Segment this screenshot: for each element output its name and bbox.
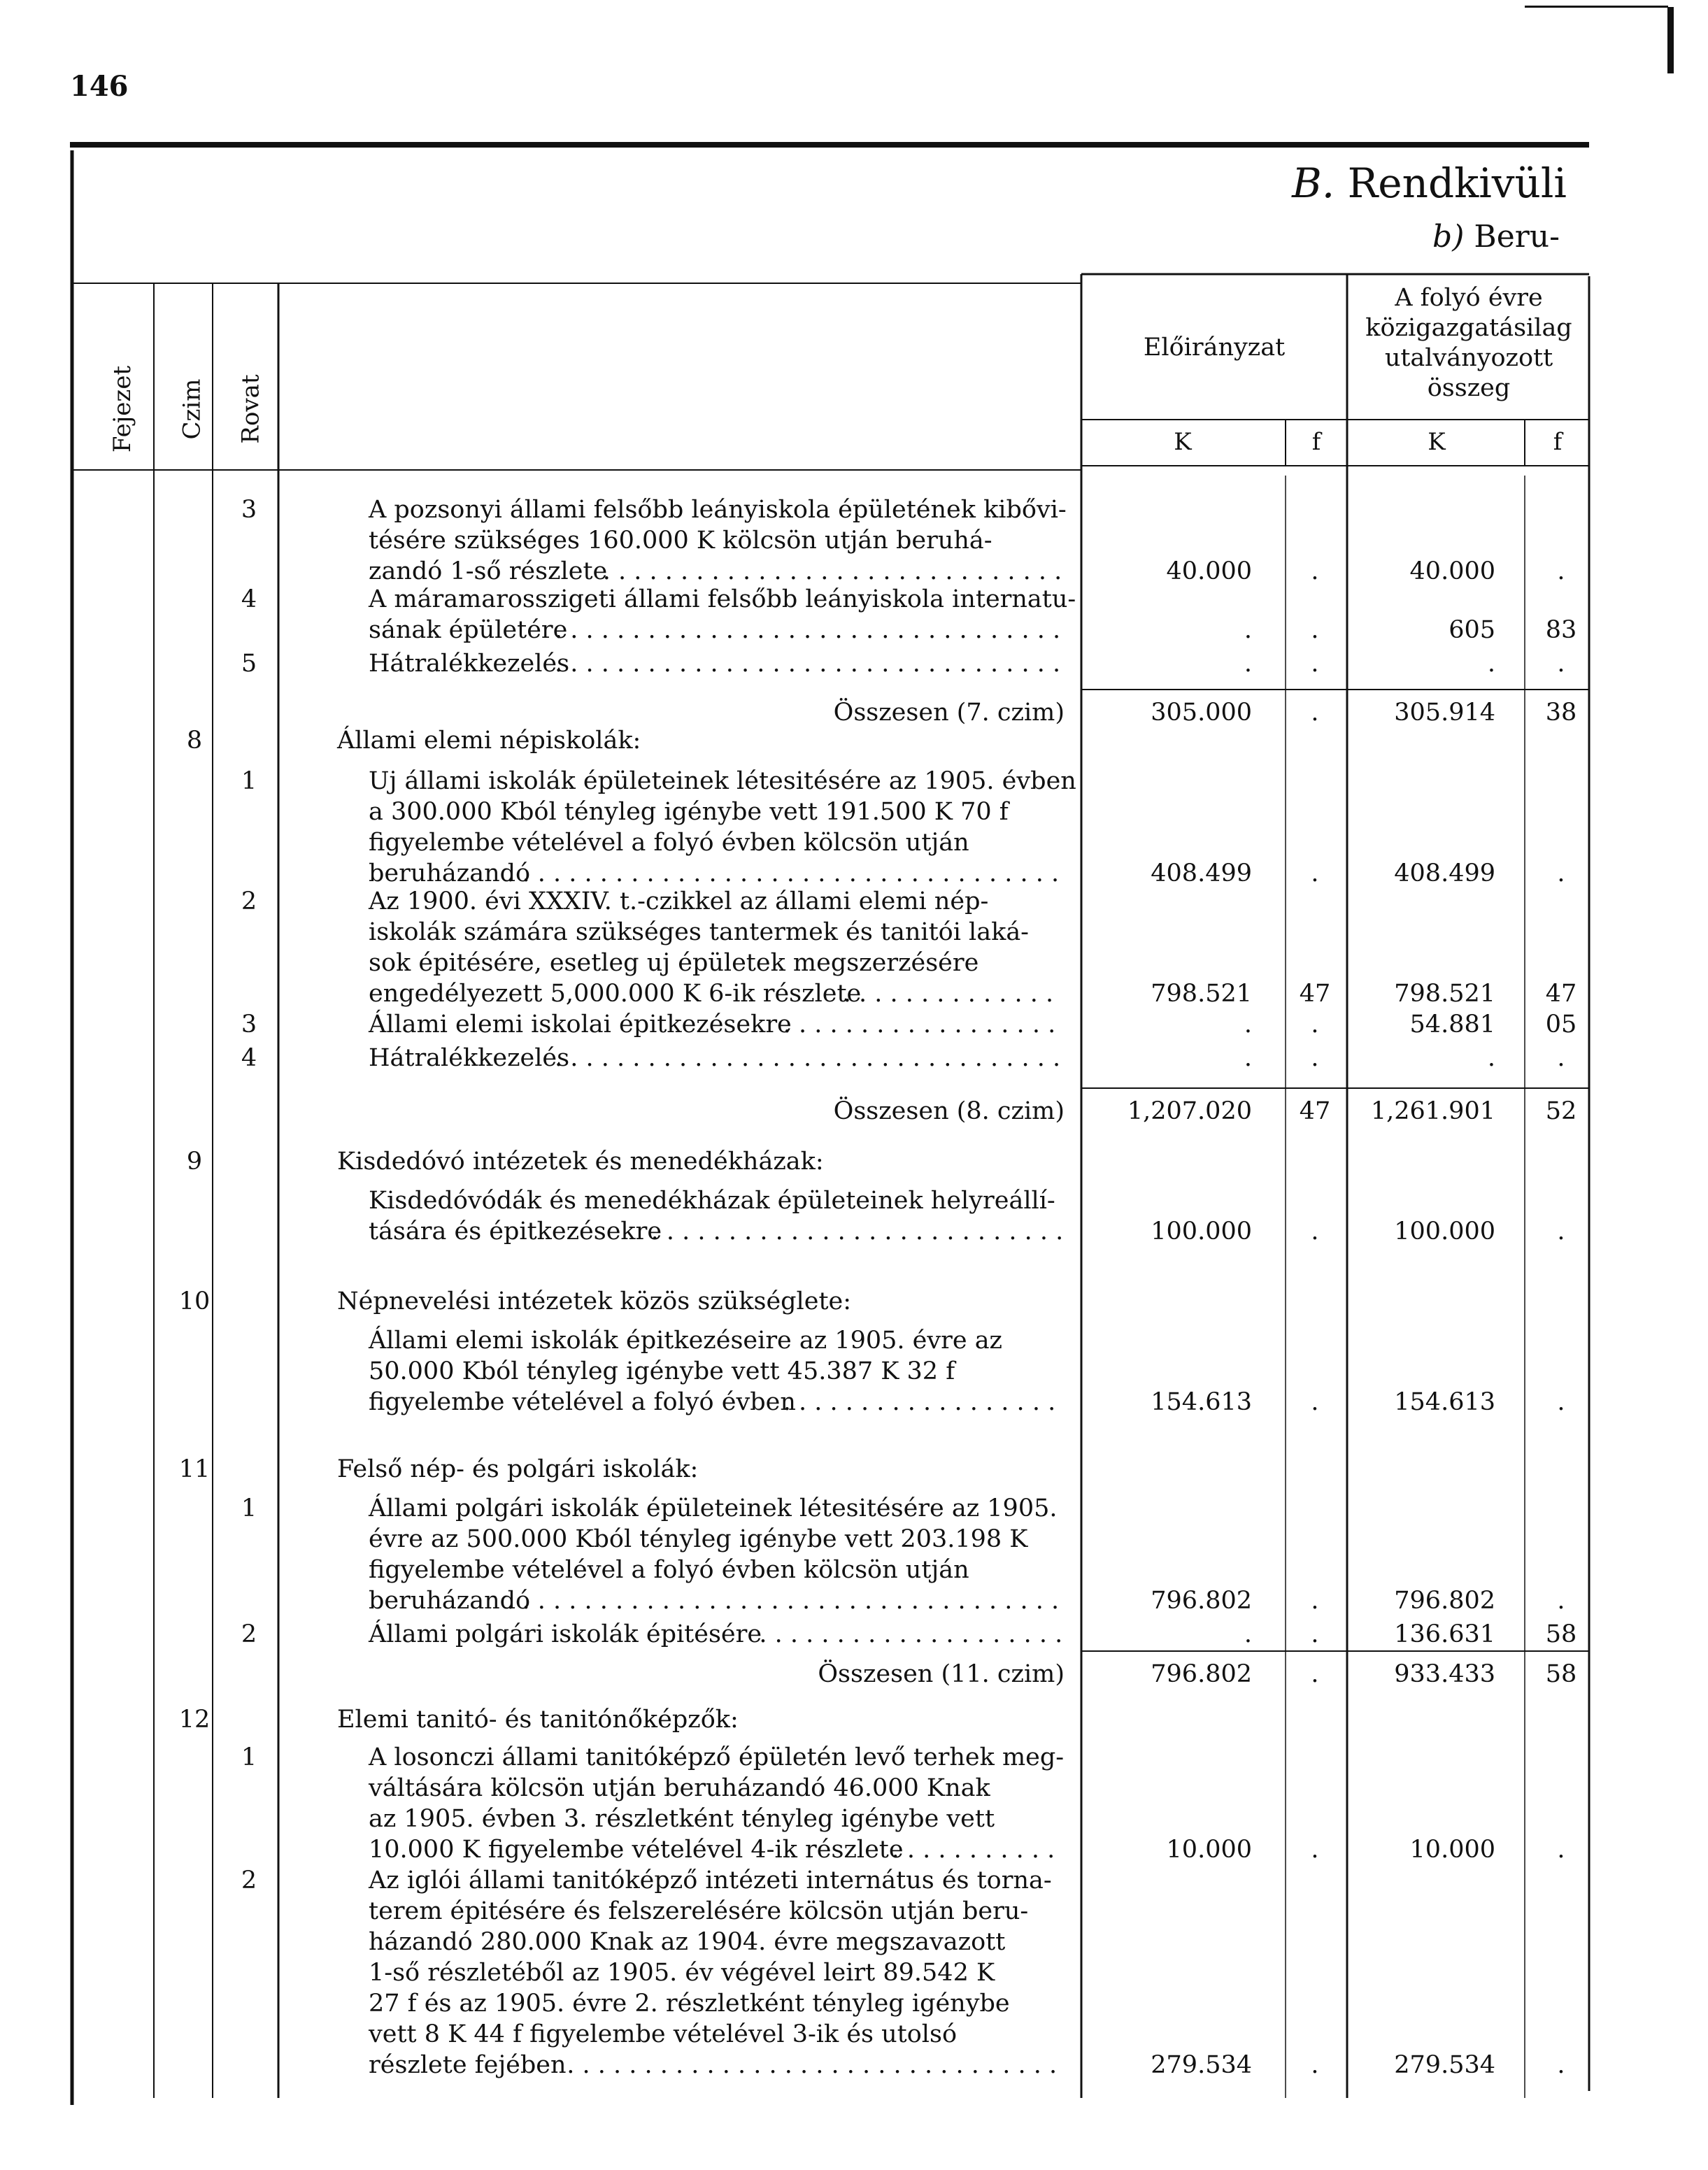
rovat-number: 2 — [241, 1866, 257, 1894]
total-label: Összesen (8. czim) — [833, 1097, 1065, 1125]
item-text-line: házandó 280.000 Knak az 1904. évre megszavazott — [369, 1928, 1006, 1956]
utalvanyozott-filler: . — [1557, 1044, 1565, 1072]
dot-leader: . . . . . . . . . . . . . . . . . . . . . . . . . . . . . . . . — [567, 2051, 1058, 2079]
header-line: összeg — [1427, 374, 1511, 402]
utalvanyozott-filler: 83 — [1545, 616, 1577, 644]
utalvanyozott-filler: 38 — [1545, 699, 1577, 727]
eloiranyzat-filler: . — [1311, 2051, 1319, 2079]
item-text-line: figyelembe vételével a folyó évben kölcsön utján — [369, 1556, 969, 1584]
item-text-line: zandó 1-ső részlete — [369, 557, 608, 585]
eloiranyzat-korona: 40.000 — [1166, 557, 1252, 585]
item-text-line: iskolák számára szükséges tantermek és tanitói laká- — [369, 918, 1030, 946]
utalvanyozott-filler: . — [1557, 557, 1565, 585]
eloiranyzat-korona: . — [1244, 1011, 1252, 1038]
item-text-line: sok épitésére, esetleg uj épületek megszerzésére — [369, 949, 979, 977]
dot-leader: . . . . . . . . . . . . . . . . . . — [783, 1388, 1056, 1416]
total-label: Összesen (7. czim) — [833, 699, 1065, 727]
header-line: közigazgatásilag — [1365, 314, 1572, 342]
eloiranyzat-korona: . — [1244, 616, 1252, 644]
item-text-line: tésére szükséges 160.000 K kölcsön utján beruhá- — [369, 527, 992, 555]
eloiranyzat-filler: 47 — [1299, 980, 1331, 1008]
total-label: Összesen (11. czim) — [818, 1660, 1065, 1688]
utalvanyozott-filler: 58 — [1545, 1660, 1577, 1688]
item-text-line: sának épületére — [369, 616, 568, 644]
czim-number: 10 — [178, 1287, 211, 1315]
utalvanyozott-filler: . — [1557, 1218, 1565, 1245]
eloiranyzat-filler: . — [1311, 859, 1319, 887]
utalvanyozott-filler: . — [1557, 1388, 1565, 1416]
utalvanyozott-filler: 58 — [1545, 1620, 1577, 1648]
rovat-number: 1 — [241, 1743, 257, 1771]
czim-number: 8 — [186, 727, 203, 755]
item-text-line: Állami polgári iskolák épületeinek létesitésére az 1905. — [369, 1494, 1058, 1522]
rovat-number: 4 — [241, 585, 257, 613]
utalvanyozott-korona: 154.613 — [1394, 1388, 1495, 1416]
item-text-line: Állami elemi iskolák épitkezéseire az 1905. évre az — [369, 1327, 1003, 1355]
dot-leader: . . . . . . . . . . . — [891, 1836, 1055, 1864]
eloiranyzat-filler: . — [1311, 1388, 1319, 1416]
rovat-number: 1 — [241, 1494, 257, 1522]
eloiranyzat-korona: 100.000 — [1151, 1218, 1252, 1245]
item-text-line: tására és épitkezésekre — [369, 1218, 662, 1245]
eloiranyzat-korona: . — [1244, 650, 1252, 678]
header-line: utalványozott — [1384, 344, 1553, 372]
utalvanyozott-korona: . — [1487, 650, 1495, 678]
eloiranyzat-korona: 796.802 — [1151, 1587, 1252, 1615]
eloiranyzat-filler: . — [1311, 1660, 1319, 1688]
dot-leader: . . . . . . . . . . . . . . . . . . . . . . . . . . . . . . . . . — [555, 650, 1061, 678]
item-text-line: Hátralékkezelés — [369, 1044, 570, 1072]
eloiranyzat-korona: 1,207.020 — [1127, 1097, 1252, 1125]
subsection-letter: b) — [1432, 219, 1465, 255]
item-text-line: 1-ső részletéből az 1905. év végével leirt 89.542 K — [369, 1959, 995, 1987]
utalvanyozott-filler: 05 — [1545, 1011, 1577, 1038]
eloiranyzat-filler: . — [1311, 616, 1319, 644]
section-row-heading: Felső nép- és polgári iskolák: — [337, 1455, 699, 1483]
item-text-line: az 1905. évben 3. részletként tényleg igénybe vett — [369, 1805, 995, 1833]
section-title: Rendkivüli — [1347, 159, 1567, 207]
subsection-title: Beru- — [1474, 219, 1560, 255]
header-line: A folyó évre — [1395, 284, 1543, 312]
item-text-line: 27 f és az 1905. évre 2. részletként tényleg igénybe — [369, 1990, 1010, 2018]
rovat-number: 5 — [241, 650, 257, 678]
rovat-number: 2 — [241, 887, 257, 915]
item-text-line: évre az 500.000 Kból tényleg igénybe vett 203.198 K — [369, 1525, 1028, 1553]
column-header-eloiranyzat-f: f — [1311, 428, 1321, 456]
utalvanyozott-filler: . — [1557, 859, 1565, 887]
rovat-number: 4 — [241, 1044, 257, 1072]
utalvanyozott-filler: . — [1557, 1587, 1565, 1615]
utalvanyozott-filler: . — [1557, 650, 1565, 678]
table-body — [179, 496, 1577, 2079]
utalvanyozott-korona: 605 — [1449, 616, 1495, 644]
column-header-czim-label: Czim — [178, 378, 207, 440]
item-text-line: figyelembe vételével a folyó évben — [369, 1388, 796, 1416]
utalvanyozott-filler: . — [1557, 1836, 1565, 1864]
column-header-folyo-f: f — [1553, 428, 1563, 456]
item-text-line: beruházandó — [369, 1587, 531, 1615]
eloiranyzat-korona: 408.499 — [1151, 859, 1252, 887]
section-row-heading: Állami elemi népiskolák: — [337, 727, 641, 755]
utalvanyozott-filler: 52 — [1545, 1097, 1577, 1125]
czim-number: 9 — [186, 1148, 203, 1176]
utalvanyozott-korona: 798.521 — [1394, 980, 1495, 1008]
utalvanyozott-korona: 136.631 — [1394, 1620, 1495, 1648]
item-text-line: 50.000 Kból tényleg igénybe vett 45.387 K 32 f — [369, 1357, 955, 1385]
dot-leader: . . . . . . . . . . . . . . . . . . . . . . . . . . . . . . . . . — [555, 616, 1061, 644]
item-text-line: váltására kölcsön utján beruházandó 46.000 Knak — [369, 1774, 990, 1802]
eloiranyzat-korona: 279.534 — [1151, 2051, 1252, 2079]
utalvanyozott-korona: 54.881 — [1409, 1011, 1495, 1038]
eloiranyzat-korona: 798.521 — [1151, 980, 1252, 1008]
item-text-line: engedélyezett 5,000.000 K 6-ik részlete — [369, 980, 862, 1008]
section-row-heading: Kisdedóvó intézetek és menedékházak: — [337, 1148, 824, 1176]
dot-leader: . . . . . . . . . . . . . . . . . . . . . . . . . . . . . . . . . . . . — [506, 859, 1060, 887]
eloiranyzat-filler: . — [1311, 1620, 1319, 1648]
utalvanyozott-korona: 10.000 — [1409, 1836, 1495, 1864]
rovat-number: 2 — [241, 1620, 257, 1648]
rovat-number: 3 — [241, 496, 257, 524]
eloiranyzat-filler: . — [1311, 557, 1319, 585]
eloiranyzat-filler: . — [1311, 650, 1319, 678]
item-text-line: Hátralékkezelés — [369, 650, 570, 678]
utalvanyozott-korona: 933.433 — [1394, 1660, 1495, 1688]
column-header-folyo-k: K — [1428, 428, 1446, 456]
item-text-line: 10.000 K figyelembe vételével 4-ik részlete — [369, 1836, 904, 1864]
item-text-line: Állami elemi iskolai épitkezésekre — [369, 1011, 792, 1038]
column-header-eloiranyzat-k: K — [1174, 428, 1192, 456]
eloiranyzat-korona: 796.802 — [1151, 1660, 1252, 1688]
eloiranyzat-filler: . — [1311, 1218, 1319, 1245]
rovat-number: 1 — [241, 767, 257, 795]
eloiranyzat-korona: . — [1244, 1044, 1252, 1072]
item-text-line: A máramarosszigeti állami felsőbb leányiskola internatu- — [369, 585, 1076, 613]
utalvanyozott-korona: 279.534 — [1394, 2051, 1495, 2079]
page-number: 146 — [70, 70, 129, 103]
eloiranyzat-filler: . — [1311, 1044, 1319, 1072]
utalvanyozott-filler: . — [1557, 2051, 1565, 2079]
item-text-line: Uj állami iskolák épületeinek létesitésére az 1905. évben — [369, 767, 1076, 795]
section-row-heading: Elemi tanitó- és tanitónőképzők: — [337, 1706, 739, 1734]
utalvanyozott-korona: 100.000 — [1394, 1218, 1495, 1245]
eloiranyzat-korona: . — [1244, 1620, 1252, 1648]
eloiranyzat-filler: 47 — [1299, 1097, 1331, 1125]
eloiranyzat-filler: . — [1311, 1587, 1319, 1615]
eloiranyzat-filler: . — [1311, 699, 1319, 727]
dot-leader: . . . . . . . . . . . . . . . . . . . . . . . . . . . . . . — [602, 557, 1062, 585]
dot-leader: . . . . . . . . . . . . . . . . . . . . . . . . . . . . . . . . . — [555, 1044, 1061, 1072]
eloiranyzat-filler: . — [1311, 1836, 1319, 1864]
section-row-heading: Népnevelési intézetek közös szükséglete: — [337, 1287, 852, 1315]
eloiranyzat-filler: . — [1311, 1011, 1319, 1038]
eloiranyzat-korona: 154.613 — [1151, 1388, 1252, 1416]
item-text-line: figyelembe vételével a folyó évben kölcsön utján — [369, 829, 969, 857]
utalvanyozott-korona: 1,261.901 — [1370, 1097, 1495, 1125]
utalvanyozott-korona: . — [1487, 1044, 1495, 1072]
czim-number: 11 — [178, 1455, 211, 1483]
item-text-line: A losonczi állami tanitóképző épületén levő terhek meg- — [369, 1743, 1065, 1771]
item-text-line: Kisdedóvódák és menedékházak épületeinek helyreállí- — [369, 1187, 1055, 1215]
item-text-line: vett 8 K 44 f figyelembe vételével 3-ik és utolsó — [369, 2020, 958, 2048]
column-header-fejezet-label: Fejezet — [108, 365, 136, 453]
item-text-line: Az iglói állami tanitóképző intézeti internátus és torna- — [369, 1866, 1052, 1894]
eloiranyzat-korona: 10.000 — [1166, 1836, 1252, 1864]
dot-leader: . . . . . . . . . . . . . . . . . . . . . . . . . . . . . . . . . . . . — [506, 1587, 1060, 1615]
eloiranyzat-korona: 305.000 — [1151, 699, 1252, 727]
item-text-line: beruházandó — [369, 859, 531, 887]
utalvanyozott-korona: 305.914 — [1394, 699, 1495, 727]
item-text-line: részlete fejében — [369, 2051, 567, 2079]
column-header-rovat-label: Rovat — [237, 374, 265, 444]
utalvanyozott-korona: 796.802 — [1394, 1587, 1495, 1615]
utalvanyozott-korona: 408.499 — [1394, 859, 1495, 887]
item-text-line: terem épitésére és felszerelésére kölcsön utján beru- — [369, 1897, 1029, 1925]
item-text-line: A pozsonyi állami felsőbb leányiskola épületének kibővi- — [369, 496, 1067, 524]
utalvanyozott-filler: 47 — [1545, 980, 1577, 1008]
utalvanyozott-korona: 40.000 — [1409, 557, 1495, 585]
column-header-eloiranyzat: Előirányzat — [1143, 334, 1286, 362]
dot-leader: . . . . . . . . . . . . . . . . . . — [783, 1011, 1056, 1038]
dot-leader: . . . . . . . . . . . . . . . . . . . . — [759, 1620, 1063, 1648]
item-text-line: a 300.000 Kból tényleg igénybe vett 191.500 K 70 f — [369, 798, 1009, 826]
section-letter: B. — [1292, 159, 1335, 207]
item-text-line: Az 1900. évi XXXIV. t.-czikkel az állami elemi nép- — [369, 887, 989, 915]
item-text-line: Állami polgári iskolák épitésére — [369, 1620, 762, 1648]
rovat-number: 3 — [241, 1011, 257, 1038]
dot-leader: . . . . . . . . . . . . . . . . . . . . . . . . . . . — [650, 1218, 1064, 1245]
dot-leader: . . . . . . . . . . . . . . — [843, 980, 1054, 1008]
czim-number: 12 — [178, 1706, 211, 1734]
